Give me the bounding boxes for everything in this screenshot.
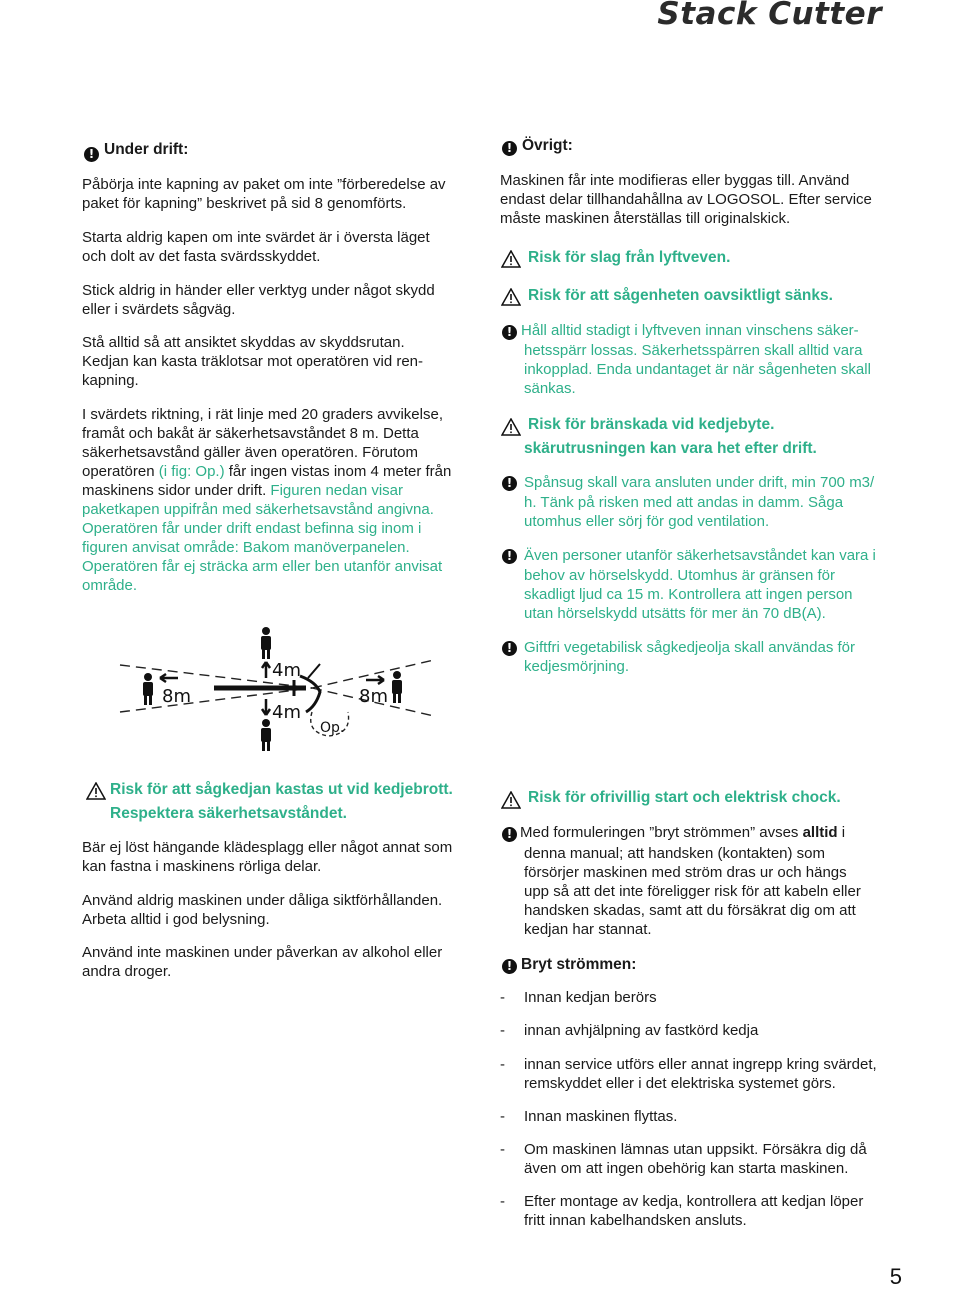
exclamation-icon: ! <box>502 325 517 340</box>
paragraph-line-green: inkopplad. Enda undantaget är när sågenheten skall <box>524 361 871 378</box>
paragraph-line: framåt och bakåt är säkerhetsavståndet 8 m. Detta <box>82 425 419 442</box>
list-item: fritt innan kabelhandsken ansluts. <box>524 1212 747 1229</box>
person-icon <box>143 673 153 705</box>
exclamation-icon: ! <box>502 959 517 974</box>
list-item: även om att ingen obehörig kan starta maskinen. <box>524 1160 849 1177</box>
list-item: Innan kedjan berörs <box>524 989 657 1006</box>
paragraph-line: kedjan har stannat. <box>524 921 652 938</box>
warning-triangle-icon <box>86 782 106 800</box>
exclamation-icon: ! <box>502 549 517 564</box>
list-dash: - <box>500 1022 505 1039</box>
handle <box>308 664 320 678</box>
paragraph-line-green: behov av hörselskydd. Utomhus är gränsen för <box>524 567 835 584</box>
paragraph-line: kapning. <box>82 372 139 389</box>
paragraph-line-green: Giftfri vegetabilisk sågkedjeolja skall användas för <box>524 639 856 656</box>
text-run-bold: alltid <box>802 824 838 841</box>
paragraph-line: och dolt av det fasta svärdsskyddet. <box>82 248 321 265</box>
paragraph-line: Kedjan kan kasta träklotsar mot operatören vid ren- <box>82 353 424 370</box>
warning-heading: Risk för bränskada vid kedjebyte. <box>528 416 775 433</box>
paragraph-line: måste maskinen återställas till originalskick. <box>500 210 791 227</box>
list-dash: - <box>500 1108 505 1125</box>
warning-triangle-icon <box>501 418 521 436</box>
paragraph-line: Använd aldrig maskinen under dåliga siktförhållanden. <box>82 892 443 909</box>
paragraph-line: handsken skadas, samt att du försäkrat dig om att <box>524 902 856 919</box>
paragraph-line-green: paketkapen uppifrån med säkerhetsavstånd angivna. <box>82 501 434 518</box>
warning-heading: skärutrusningen kan vara het efter drift. <box>524 440 817 457</box>
paragraph-line-green: Operatören får under drift endast befinna sig inom i <box>82 520 422 537</box>
paragraph-line-green: utan hörselskydd utsätts för mer än 70 dB(A). <box>524 605 826 622</box>
list-item: remskyddet eller i det elektriska systemet görs. <box>524 1075 836 1092</box>
page-header <box>0 0 960 30</box>
distance-label-left: 8m <box>162 686 191 707</box>
list-item: innan avhjälpning av fastkörd kedja <box>524 1022 759 1039</box>
exclamation-icon: ! <box>502 827 517 842</box>
warning-heading: Respektera säkerhetsavståndet. <box>110 805 347 822</box>
operator-label: Op. <box>320 720 345 736</box>
safety-distance-diagram <box>116 620 436 760</box>
paragraph-line-green: Spånsug skall vara ansluten under drift, min 700 m3/ <box>524 474 875 491</box>
brand-logo-text: Stack Cutter <box>657 0 882 32</box>
list-dash: - <box>500 989 505 1006</box>
list-item: Om maskinen lämnas utan uppsikt. Försäkra dig då <box>524 1141 867 1158</box>
paragraph-line-green: sänkas. <box>524 380 576 397</box>
list-item: Efter montage av kedja, kontrollera att kedjan löper <box>524 1193 864 1210</box>
under-drift-heading: Under drift: <box>104 141 189 158</box>
paragraph-line <box>82 462 451 481</box>
person-icon <box>392 671 402 703</box>
paragraph-line: denna manual; att handsken (kontakten) som <box>524 845 826 862</box>
warning-triangle-icon <box>501 791 521 809</box>
warning-heading: Risk för att sågenheten oavsiktligt sänks. <box>528 287 833 304</box>
page-number: 5 <box>889 1264 902 1289</box>
paragraph-line-green: kedjesmörjning. <box>524 658 630 675</box>
bryt-heading: Bryt strömmen: <box>521 956 637 973</box>
motor-housing <box>300 676 320 712</box>
warning-triangle-icon <box>501 288 521 306</box>
text-run-green: (i fig: Op.) <box>158 463 225 480</box>
paragraph-line-green: område. <box>82 577 138 594</box>
text-run: Med formuleringen ”bryt strömmen” avses <box>520 824 803 841</box>
paragraph-line-green: Håll alltid stadigt i lyftveven innan vinschens säker- <box>521 322 859 339</box>
arrow-left-icon <box>160 674 178 682</box>
exclamation-icon: ! <box>502 641 517 656</box>
paragraph-line: kan fastna i maskinens rörliga delar. <box>82 858 322 875</box>
person-icon <box>261 627 271 659</box>
text-run: får ingen vistas inom 4 meter från <box>224 463 452 480</box>
paragraph-line: Använd inte maskinen under påverkan av alkohol eller <box>82 944 443 961</box>
paragraph-line: andra droger. <box>82 963 172 980</box>
text-run: operatören <box>82 463 159 480</box>
list-dash: - <box>500 1193 505 1210</box>
arrow-right-icon <box>366 676 384 684</box>
paragraph-line: upp så att det inte föreligger risk för att kabeln eller <box>524 883 861 900</box>
paragraph-line-green: utomhus eller sörj för god ventilation. <box>524 513 770 530</box>
warning-heading: Risk för slag från lyftveven. <box>528 249 731 266</box>
list-item: Innan maskinen flyttas. <box>524 1108 678 1125</box>
paragraph-line-green: figuren anvisat område: Bakom manöverpanelen. <box>82 539 410 556</box>
distance-label-bottom: 4m <box>272 702 301 723</box>
exclamation-icon: ! <box>84 147 99 162</box>
paragraph-line: Starta aldrig kapen om inte svärdet är i översta läget <box>82 229 430 246</box>
warning-heading: Risk för ofrivillig start och elektrisk chock. <box>528 789 841 806</box>
paragraph-line: Arbeta alltid i god belysning. <box>82 911 270 928</box>
paragraph-line: paket för kapning” beskrivet på sid 8 genomförts. <box>82 195 407 212</box>
person-icon <box>261 719 271 751</box>
distance-label-top: 4m <box>272 660 301 681</box>
paragraph-line: Bär ej löst hängande klädesplagg eller något annat som <box>82 839 453 856</box>
list-dash: - <box>500 1056 505 1073</box>
warning-heading: Risk för att sågkedjan kastas ut vid kedjebrott. <box>110 781 453 798</box>
exclamation-icon: ! <box>502 141 517 156</box>
paragraph-line: Stå alltid så att ansiktet skyddas av skyddsrutan. <box>82 334 405 351</box>
paragraph-line: försörjer maskinen med ström dras ur och hängs <box>524 864 847 881</box>
paragraph-line: säkerhetsavstånd gäller även operatören. Förutom <box>82 444 419 461</box>
text-run: maskinens sidor under drift. <box>82 482 271 499</box>
warning-triangle-icon <box>501 250 521 268</box>
list-item: innan service utförs eller annat ingrepp kring svärdet, <box>524 1056 877 1073</box>
paragraph-line <box>520 823 845 842</box>
paragraph-line <box>82 481 403 500</box>
text-run: i <box>837 824 846 841</box>
exclamation-icon: ! <box>502 476 517 491</box>
text-run-green: Figuren nedan visar <box>270 482 403 499</box>
list-dash: - <box>500 1141 505 1158</box>
paragraph-line: I svärdets riktning, i rät linje med 20 graders avvikelse, <box>82 406 443 423</box>
paragraph-line: Påbörja inte kapning av paket om inte ”förberedelse av <box>82 176 446 193</box>
paragraph-line: Stick aldrig in händer eller verktyg under något skydd <box>82 282 435 299</box>
arrow-down-icon <box>262 699 270 715</box>
distance-label-right: 8m <box>359 686 388 707</box>
paragraph-line: eller i svärdets sågväg. <box>82 301 236 318</box>
paragraph-line: Maskinen får inte modifieras eller byggas till. Använd <box>500 172 850 189</box>
paragraph-line-green: Även personer utanför säkerhetsavståndet kan vara i <box>524 547 876 564</box>
sector-line <box>312 660 434 688</box>
paragraph-line: endast delar tillhandahållna av LOGOSOL. Efter service <box>500 191 872 208</box>
paragraph-line-green: h. Tänk på risken med att andas in damm. Såga <box>524 494 844 511</box>
ovrigt-heading: Övrigt: <box>522 137 573 154</box>
paragraph-line-green: hetsspärr lossas. Säkerhetsspärren skall alltid vara <box>524 342 863 359</box>
arrow-up-icon <box>262 662 270 678</box>
paragraph-line-green: skadligt ljud ca 15 m. Kontrollera att ingen person <box>524 586 853 603</box>
paragraph-line-green: Operatören får ej sträcka arm eller ben utanför anvisat <box>82 558 443 575</box>
